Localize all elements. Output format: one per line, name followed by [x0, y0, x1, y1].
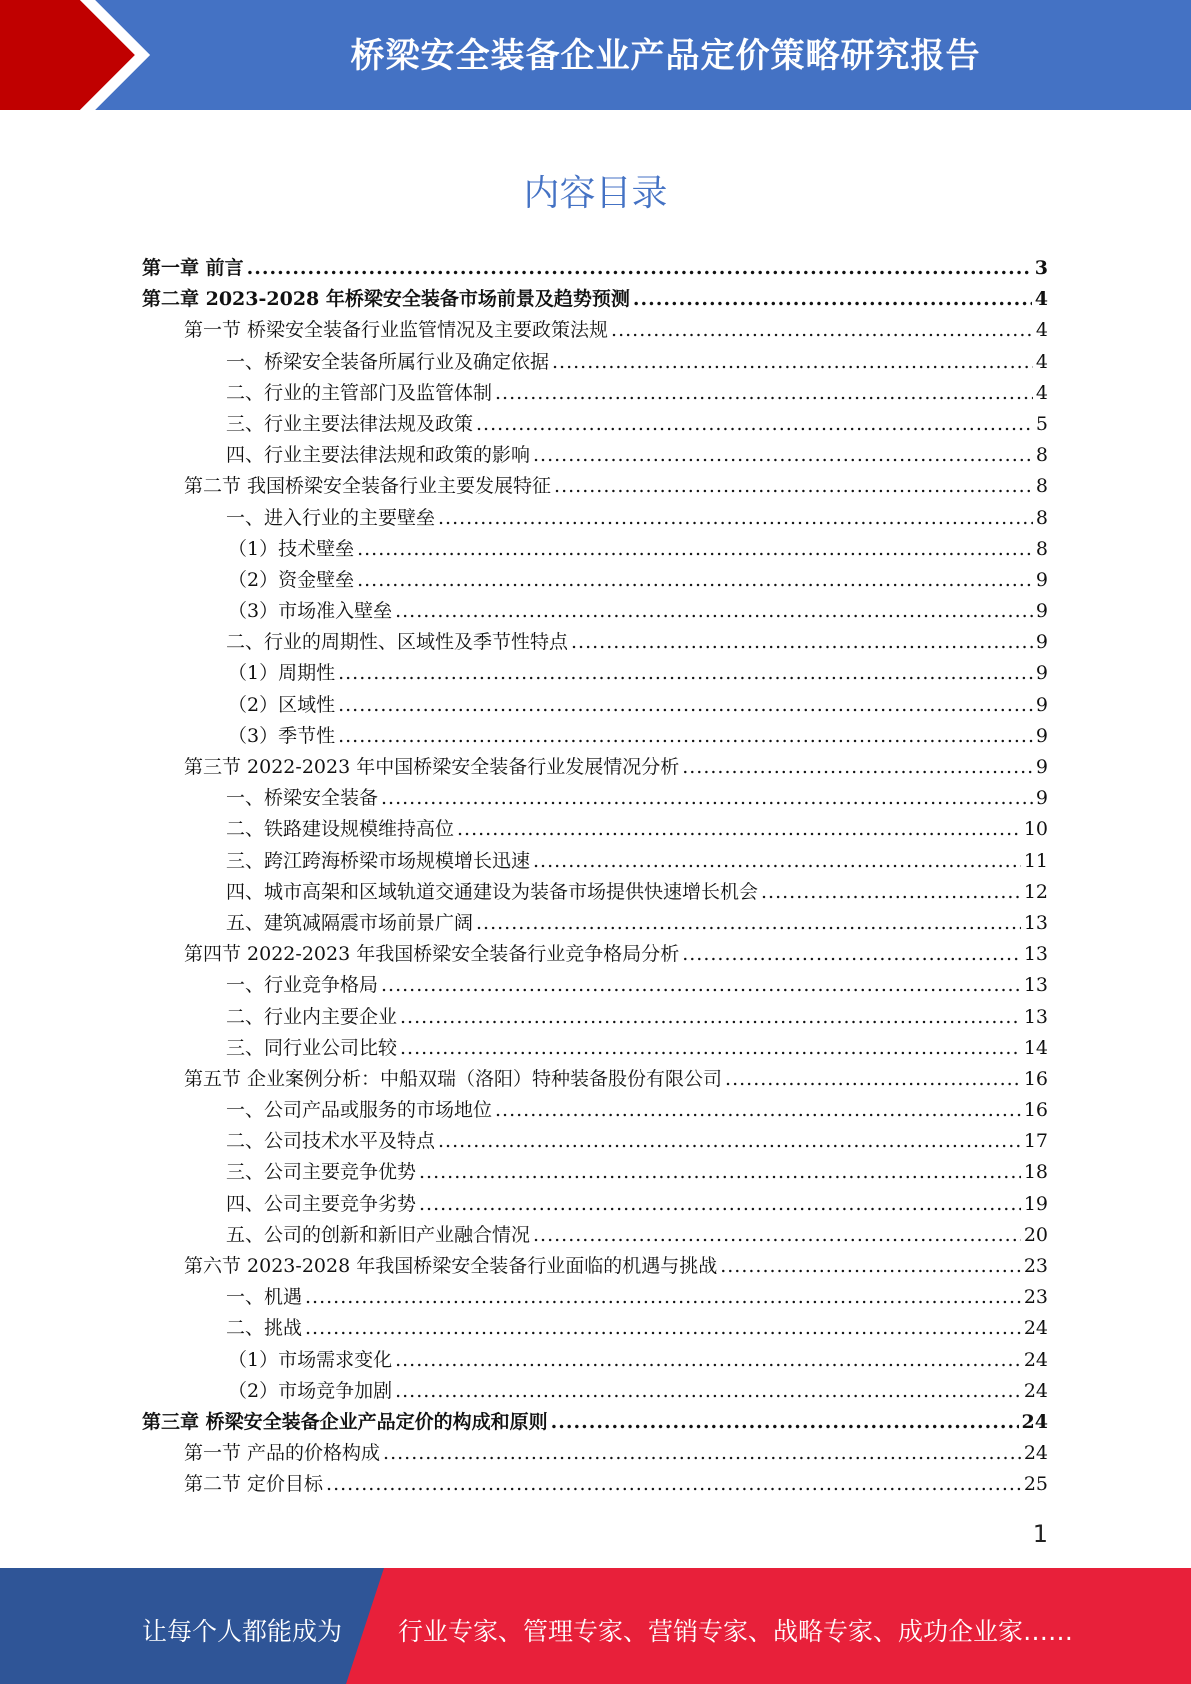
toc-dot-leader: [725, 1064, 1021, 1095]
toc-dot-leader: [682, 939, 1021, 970]
toc-entry[interactable]: [142, 752, 1048, 783]
toc-entry-page: 17: [1023, 1130, 1048, 1153]
toc-entry-title: （1）市场需求变化: [228, 1348, 393, 1371]
toc-entry-title: 二、行业的主管部门及监管体制: [226, 381, 493, 404]
toc-dot-leader: [419, 1189, 1021, 1220]
toc-entry-page: 25: [1023, 1473, 1048, 1496]
toc-entry-page: 16: [1023, 1067, 1048, 1090]
toc-entry[interactable]: [142, 565, 1048, 596]
toc-entry[interactable]: [142, 846, 1048, 877]
toc-dot-leader: [611, 315, 1033, 346]
toc-entry-title: 五、建筑减隔震市场前景广阔: [226, 911, 474, 934]
toc-entry[interactable]: [142, 1126, 1048, 1157]
footer-slogan-left: 让每个人都能成为: [142, 1617, 343, 1646]
toc-dot-leader: [381, 783, 1033, 814]
toc-entry[interactable]: [142, 690, 1048, 721]
toc-entry-page: 8: [1035, 537, 1048, 560]
toc-entry[interactable]: [142, 1407, 1048, 1438]
toc-entry-title: 一、公司产品或服务的市场地位: [226, 1099, 493, 1122]
toc-entry[interactable]: [142, 1438, 1048, 1469]
toc-entry-title: 二、公司技术水平及特点: [226, 1130, 436, 1153]
toc-entry-title: 三、同行业公司比较: [226, 1036, 398, 1059]
toc-dot-leader: [533, 846, 1021, 877]
toc-entry-page: 4: [1035, 350, 1048, 373]
toc-entry[interactable]: [142, 1064, 1048, 1095]
toc-entry-title: 二、行业内主要企业: [226, 1005, 398, 1028]
toc-dot-leader: [682, 752, 1033, 783]
toc-entry-page: 24: [1023, 1348, 1048, 1371]
toc-entry-title: 三、跨江跨海桥梁市场规模增长迅速: [226, 849, 531, 872]
toc-entry-page: 4: [1035, 319, 1048, 342]
toc-entry-title: 一、行业竞争格局: [226, 974, 379, 997]
toc-entry[interactable]: [142, 939, 1048, 970]
toc-entry-title: 第二节 我国桥梁安全装备行业主要发展特征: [184, 475, 552, 498]
toc-entry[interactable]: [142, 284, 1048, 315]
toc-entry-page: 8: [1035, 506, 1048, 529]
toc-entry-page: 14: [1023, 1036, 1048, 1059]
toc-entry-title: 第三章 桥梁安全装备企业产品定价的构成和原则: [142, 1410, 548, 1433]
toc-entry-page: 11: [1023, 849, 1048, 872]
toc-entry[interactable]: [142, 315, 1048, 346]
toc-dot-leader: [400, 1033, 1021, 1064]
toc-entry-title: 第三节 2022-2023 年中国桥梁安全装备行业发展情况分析: [184, 756, 680, 778]
toc-entry-title: （2）资金壁垒: [228, 568, 355, 591]
toc-dot-leader: [533, 440, 1033, 471]
toc-entry-page: 12: [1023, 880, 1048, 903]
toc-entry[interactable]: [142, 814, 1048, 845]
toc-entry-title: （1）技术壁垒: [228, 537, 355, 560]
toc-entry-page: 9: [1035, 724, 1048, 747]
toc-dot-leader: [338, 721, 1033, 752]
toc-entry-title: （3）市场准入壁垒: [228, 600, 393, 623]
toc-dot-leader: [571, 627, 1033, 658]
report-header-banner: [0, 0, 1191, 110]
toc-dot-leader: [338, 690, 1033, 721]
toc-entry[interactable]: [142, 1033, 1048, 1064]
toc-dot-leader: [438, 503, 1033, 534]
toc-entry-page: 13: [1023, 1005, 1048, 1028]
toc-entry[interactable]: [142, 1095, 1048, 1126]
toc-entry[interactable]: [142, 627, 1048, 658]
toc-dot-leader: [395, 596, 1033, 627]
toc-entry-title: 二、挑战: [226, 1317, 303, 1340]
toc-entry-page: 13: [1023, 943, 1048, 966]
toc-entry[interactable]: [142, 1376, 1048, 1407]
toc-entry[interactable]: [142, 471, 1048, 502]
toc-dot-leader: [551, 1407, 1019, 1438]
toc-dot-leader: [495, 1095, 1021, 1126]
toc-dot-leader: [720, 1251, 1021, 1282]
toc-dot-leader: [495, 378, 1033, 409]
toc-entry-title: 第六节 2023-2028 年我国桥梁安全装备行业面临的机遇与挑战: [184, 1255, 718, 1277]
toc-entry-title: 四、公司主要竞争劣势: [226, 1192, 417, 1215]
toc-entry[interactable]: [142, 1220, 1048, 1251]
toc-entry-page: 20: [1023, 1223, 1048, 1246]
page-number: 1: [1032, 1520, 1048, 1548]
toc-dot-leader: [400, 1002, 1021, 1033]
toc-entry[interactable]: [142, 347, 1048, 378]
toc-entry[interactable]: [142, 721, 1048, 752]
toc-entry-title: 一、机遇: [226, 1286, 303, 1309]
toc-entry[interactable]: [142, 378, 1048, 409]
toc-entry-title: 一、桥梁安全装备所属行业及确定依据: [226, 350, 550, 373]
toc-entry[interactable]: [142, 253, 1048, 284]
toc-entry-title: （3）季节性: [228, 724, 336, 747]
toc-entry[interactable]: [142, 908, 1048, 939]
toc-entry-page: 8: [1035, 444, 1048, 467]
footer-slogan-right: 行业专家、管理专家、营销专家、战略专家、成功企业家……: [398, 1617, 1074, 1646]
report-title: 桥梁安全装备企业产品定价策略研究报告: [350, 36, 981, 76]
toc-entry[interactable]: [142, 1282, 1048, 1313]
toc-dot-leader: [338, 658, 1033, 689]
toc-entry-title: 一、进入行业的主要壁垒: [226, 506, 436, 529]
toc-entry[interactable]: [142, 503, 1048, 534]
toc-entry[interactable]: [142, 1002, 1048, 1033]
toc-entry-page: 9: [1035, 693, 1048, 716]
toc-dot-leader: [476, 409, 1033, 440]
toc-entry-page: 9: [1035, 662, 1048, 685]
toc-dot-leader: [552, 347, 1033, 378]
toc-entry-page: 4: [1035, 381, 1048, 404]
toc-entry-page: 24: [1023, 1317, 1048, 1340]
toc-dot-leader: [357, 534, 1033, 565]
table-of-contents: [142, 253, 1048, 1501]
toc-entry-page: 4: [1034, 288, 1048, 311]
toc-entry-page: 23: [1023, 1255, 1048, 1277]
toc-entry-page: 9: [1035, 787, 1048, 810]
toc-entry-title: 第五节 企业案例分析：中船双瑞（洛阳）特种装备股份有限公司: [184, 1067, 723, 1090]
toc-dot-leader: [381, 970, 1021, 1001]
toc-entry-page: 10: [1023, 818, 1048, 841]
toc-entry[interactable]: [142, 1157, 1048, 1188]
toc-entry-title: 二、铁路建设规模维持高位: [226, 818, 455, 841]
toc-entry-page: 3: [1034, 257, 1048, 279]
toc-entry[interactable]: [142, 1251, 1048, 1282]
toc-entry[interactable]: [142, 877, 1048, 908]
toc-entry-title: （2）区域性: [228, 693, 336, 716]
toc-entry-title: 二、行业的周期性、区域性及季节性特点: [226, 631, 569, 654]
toc-entry[interactable]: [142, 1313, 1048, 1344]
toc-dot-leader: [554, 471, 1033, 502]
toc-dot-leader: [633, 284, 1032, 315]
toc-entry-title: 一、桥梁安全装备: [226, 787, 379, 810]
toc-entry[interactable]: [142, 534, 1048, 565]
toc-dot-leader: [395, 1376, 1021, 1407]
toc-entry[interactable]: [142, 783, 1048, 814]
toc-dot-leader: [247, 253, 1032, 284]
toc-entry-title: 第一节 桥梁安全装备行业监管情况及主要政策法规: [184, 319, 609, 342]
toc-dot-leader: [533, 1220, 1021, 1251]
toc-entry[interactable]: [142, 1345, 1048, 1376]
toc-dot-leader: [438, 1126, 1021, 1157]
toc-dot-leader: [326, 1469, 1021, 1500]
toc-entry-page: 13: [1023, 974, 1048, 997]
toc-entry-title: 四、行业主要法律法规和政策的影响: [226, 444, 531, 467]
toc-entry-page: 5: [1035, 412, 1048, 435]
toc-entry[interactable]: [142, 970, 1048, 1001]
toc-entry-page: 18: [1023, 1161, 1048, 1184]
toc-entry[interactable]: [142, 1189, 1048, 1220]
toc-dot-leader: [457, 814, 1021, 845]
toc-entry-title: 第一节 产品的价格构成: [184, 1442, 381, 1465]
toc-dot-leader: [761, 877, 1021, 908]
toc-dot-leader: [305, 1313, 1021, 1344]
toc-entry-title: 三、行业主要法律法规及政策: [226, 412, 474, 435]
toc-entry-title: 第二节 定价目标: [184, 1473, 324, 1496]
toc-entry-page: 9: [1035, 568, 1048, 591]
toc-entry[interactable]: [142, 596, 1048, 627]
toc-entry-page: 23: [1023, 1286, 1048, 1309]
toc-entry-page: 24: [1021, 1410, 1048, 1433]
toc-entry-page: 9: [1035, 631, 1048, 654]
toc-entry-page: 19: [1023, 1192, 1048, 1215]
toc-entry-title: 第四节 2022-2023 年我国桥梁安全装备行业竞争格局分析: [184, 943, 680, 966]
toc-dot-leader: [357, 565, 1033, 596]
toc-dot-leader: [419, 1157, 1021, 1188]
toc-entry-title: 三、公司主要竞争优势: [226, 1161, 417, 1184]
toc-entry-title: 第一章 前言: [142, 257, 244, 279]
toc-dot-leader: [395, 1345, 1021, 1376]
toc-entry[interactable]: [142, 658, 1048, 689]
toc-entry-page: 24: [1023, 1379, 1048, 1402]
toc-heading: 内容目录: [523, 173, 668, 214]
toc-entry[interactable]: [142, 1469, 1048, 1500]
toc-entry-title: 四、城市高架和区域轨道交通建设为装备市场提供快速增长机会: [226, 880, 759, 903]
toc-entry-page: 9: [1035, 756, 1048, 778]
toc-entry-page: 16: [1023, 1099, 1048, 1122]
toc-entry-title: （2）市场竞争加剧: [228, 1379, 393, 1402]
toc-entry-page: 9: [1035, 600, 1048, 623]
toc-entry-page: 24: [1023, 1442, 1048, 1465]
toc-dot-leader: [305, 1282, 1021, 1313]
toc-entry-title: 第二章 2023-2028 年桥梁安全装备市场前景及趋势预测: [142, 288, 630, 311]
toc-entry-page: 8: [1035, 475, 1048, 498]
toc-entry-page: 13: [1023, 911, 1048, 934]
toc-dot-leader: [383, 1438, 1021, 1469]
toc-entry[interactable]: [142, 409, 1048, 440]
footer-banner: [0, 1568, 1191, 1684]
toc-entry-title: 五、公司的创新和新旧产业融合情况: [226, 1223, 531, 1246]
toc-entry[interactable]: [142, 440, 1048, 471]
toc-entry-title: （1）周期性: [228, 662, 336, 685]
toc-dot-leader: [476, 908, 1021, 939]
